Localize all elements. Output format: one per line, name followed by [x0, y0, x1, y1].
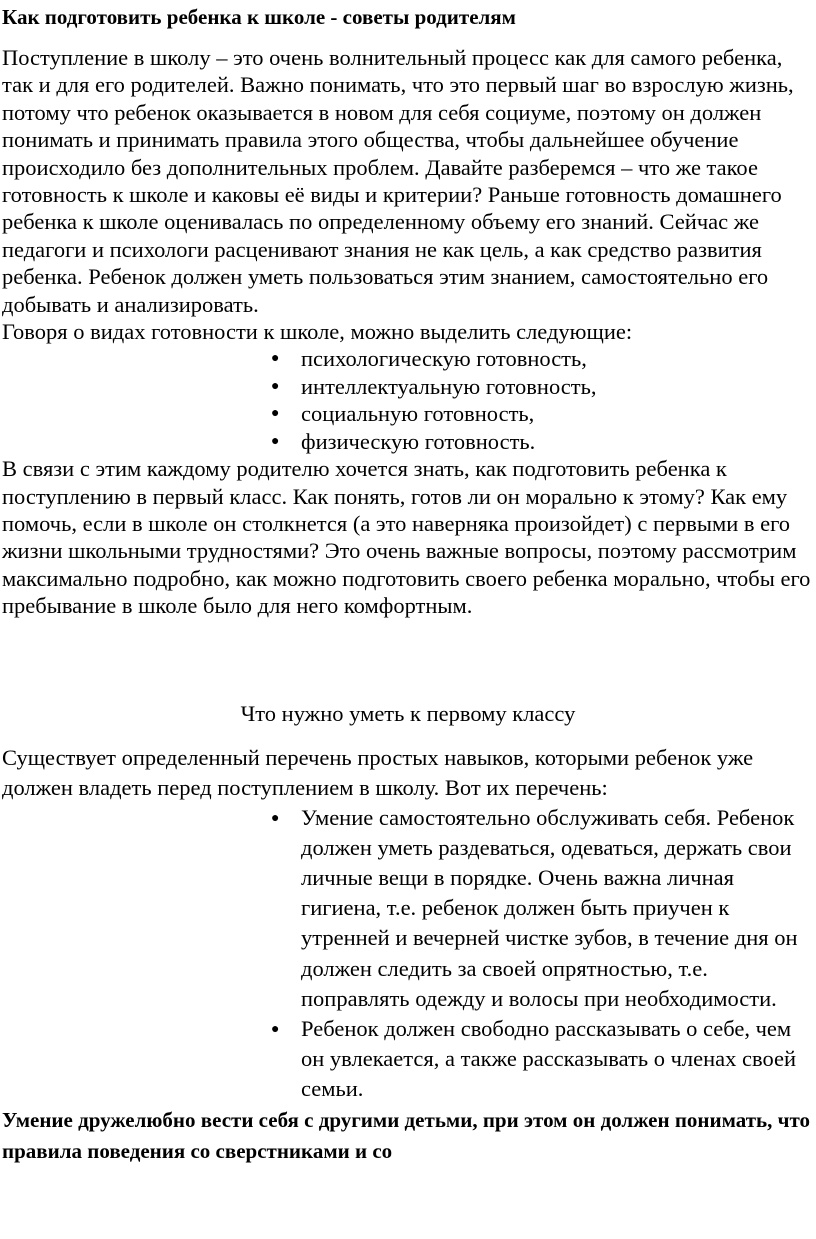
bullet-icon: ● — [271, 378, 280, 394]
document-title: Как подготовить ребенка к школе - советы родителям — [2, 5, 516, 29]
list-item-text: Ребенок должен свободно рассказывать о себе, чем он увлекается, а также рассказывать о членах своей семьи. — [301, 1015, 797, 1102]
list-item-text: интеллектуальную готовность, — [301, 373, 597, 399]
bullet-icon: ● — [271, 810, 280, 826]
list-item — [2, 373, 814, 400]
bullet-icon: ● — [271, 406, 280, 422]
document-page — [2, 0, 814, 1167]
list-item — [2, 1014, 814, 1105]
skills-intro: Существует определенный перечень простых навыков, которыми ребенок уже должен владеть перед поступлением в школу. Вот их перечень: — [2, 744, 754, 800]
bullet-icon: ● — [271, 351, 280, 367]
section-heading: Что нужно уметь к первому классу — [240, 700, 576, 726]
skills-list — [2, 803, 814, 1105]
list-item — [2, 345, 814, 372]
bullet-icon: ● — [271, 433, 280, 449]
types-intro: Говоря о видах готовности к школе, можно выделить следующие: — [2, 319, 633, 345]
list-item — [2, 400, 814, 427]
list-item — [2, 428, 814, 455]
intro-paragraph: Поступление в школу – это очень волнительный процесс как для самого ребенка, так и для его родителей. Важно понимать, что это первый шаг во взрослую жизнь, потому что ребенок оказывается в новом для себя социуме, поэтому он должен понимать и принимать правила этого общества, чтобы дальнейшее обучение происходило без дополнительных проблем. Давайте разберемся – что же такое готовность к школе и каковы её виды и критерии? Раньше готовность домашнего ребенка к школе оценивалась по определенному объему его знаний. Сейчас же педагоги и психологи расценивают знания не как цель, а как средство развития ребенка. Ребенок должен уметь пользоваться этим знанием, самостоятельно его добывать и анализировать. — [2, 45, 794, 317]
list-item — [2, 803, 814, 1014]
questions-paragraph: В связи с этим каждому родителю хочется знать, как подготовить ребенка к поступлению в первый класс. Как понять, готов ли он морально к этому? Как ему помочь, если в школе он столкнется (а это наверняка произойдет) с первыми в его жизни школьными трудностями? Это очень важные вопросы, поэтому рассмотрим максимально подробно, как можно подготовить своего ребенка морально, чтобы его пребывание в школе было для него комфортным. — [2, 456, 811, 619]
list-item-text: социальную готовность, — [301, 401, 535, 427]
closing-bold-paragraph: Умение дружелюбно вести себя с другими детьми, при этом он должен понимать, что правила поведения со сверстниками и со — [2, 1107, 811, 1163]
list-item-text: физическую готовность. — [301, 428, 536, 454]
list-item-text: психологическую готовность, — [301, 346, 587, 372]
types-list — [2, 345, 814, 455]
bullet-icon: ● — [271, 1021, 280, 1037]
list-item-text: Умение самостоятельно обслуживать себя. Ребенок должен уметь раздеваться, одеваться, держать свои личные вещи в порядке. Очень важна личная гигиена, т.е. ребенок должен быть приучен к утренней и вечерней чистке зубов, в течение дня он должен следить за своей опрятностью, т.е. поправлять одежду и волосы при необходимости. — [301, 804, 798, 1011]
